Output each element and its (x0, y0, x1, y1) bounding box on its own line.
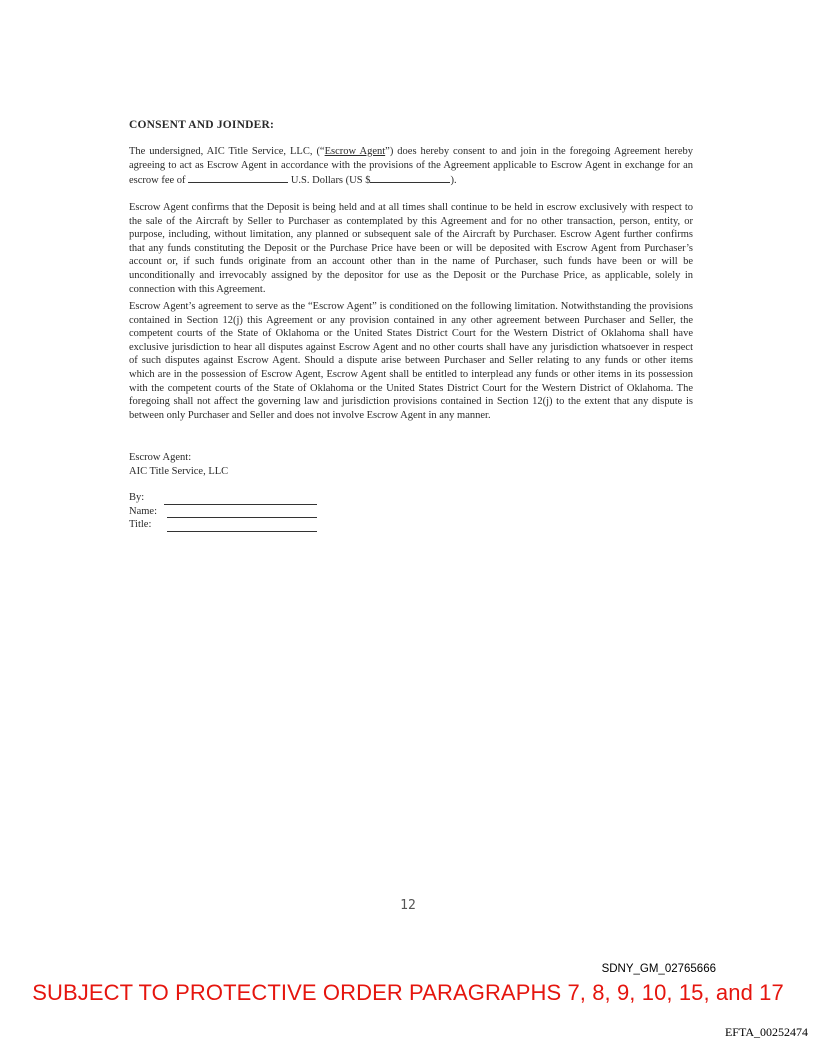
signature-title-line (167, 522, 317, 532)
paragraph-consent-text-c: U.S. Dollars (US $ (288, 175, 371, 187)
escrow-agent-defined-term: Escrow Agent (324, 146, 386, 157)
signature-by-row (129, 491, 317, 505)
signature-by-label: By: (129, 492, 145, 503)
escrow-agent-name: AIC Title Service, LLC (129, 465, 229, 477)
escrow-fee-blank (188, 172, 288, 183)
signature-name-line (167, 508, 317, 518)
signature-title-label: Title: (129, 519, 152, 531)
efta-number: EFTA_00252474 (724, 1025, 808, 1039)
signature-title-row (129, 518, 317, 532)
paragraph-deposit-confirmation: Escrow Agent confirms that the Deposit is being held and at all times shall continue to be held in escrow exclusively with respect to the sale of the Aircraft by Seller to Purchaser as contemplated by this Agreement and for no other transaction, person, entity, or purpose, including, without limitation, any planned or subsequent sale of the Aircraft by Purchaser. Escrow Agent further confirms that any funds constituting the Deposit or the Purchase Price have been or will be deposited with Escrow Agent from Purchaser’s account or, if such funds originate from an account other than in the name of Purchaser, such funds have been or will be unconditionally and irrevocably assigned by the depositor for use as the Deposit or the Purchase Price, as applicable, solely in connection with this Agreement. (129, 202, 693, 295)
escrow-agent-block (129, 451, 228, 478)
escrow-agent-label: Escrow Agent: (129, 452, 192, 463)
signature-block (129, 491, 317, 532)
signature-name-row (129, 505, 317, 519)
section-heading: CONSENT AND JOINDER: (129, 119, 275, 131)
bates-number: SDNY_GM_02765666 (601, 963, 716, 975)
signature-by-line (164, 495, 317, 505)
paragraph-consent-text-b: ”) does hereby consent to and join in the foregoing Agreement hereby agreeing to act as Escrow Agent in accordance with the provisions of the Agreement applicable to Escrow Agent in exchange for an escrow fee of (129, 146, 694, 187)
protective-order-notice: SUBJECT TO PROTECTIVE ORDER PARAGRAPHS 7, 8, 9, 10, 15, and 17 (32, 980, 784, 1005)
paragraph-consent-text-d: ). (450, 175, 457, 187)
escrow-fee-usd-blank (370, 172, 450, 183)
paragraph-consent-text-a: The undersigned, AIC Title Service, LLC, (“ (129, 146, 325, 157)
signature-name-label: Name: (129, 505, 157, 517)
page-number: 12 (400, 898, 416, 913)
paragraph-consent (129, 145, 693, 188)
paragraph-jurisdiction: Escrow Agent’s agreement to serve as the “Escrow Agent” is conditioned on the following limitation. Notwithstanding the provisions contained in Section 12(j) this Agreement or any provision contained in any other agreement between Purchaser and Seller, the competent courts of the State of Oklahoma or the United States District Court for the Western District of Oklahoma shall have exclusive jurisdiction to hear all disputes against Escrow Agent and no other courts shall have any jurisdiction whatsoever in respect of such disputes against Escrow Agent. Should a dispute arise between Purchaser and Seller relating to any funds or other items which are in the possession of Escrow Agent, Escrow Agent shall be entitled to interplead any funds or other items in its possession with the competent courts of the State of Oklahoma or the United States District Court for the Western District of Oklahoma. The foregoing shall not affect the governing law and jurisdiction provisions contained in Section 12(j) to the extent that any dispute is between only Purchaser and Seller and does not involve Escrow Agent in any manner. (129, 301, 693, 421)
